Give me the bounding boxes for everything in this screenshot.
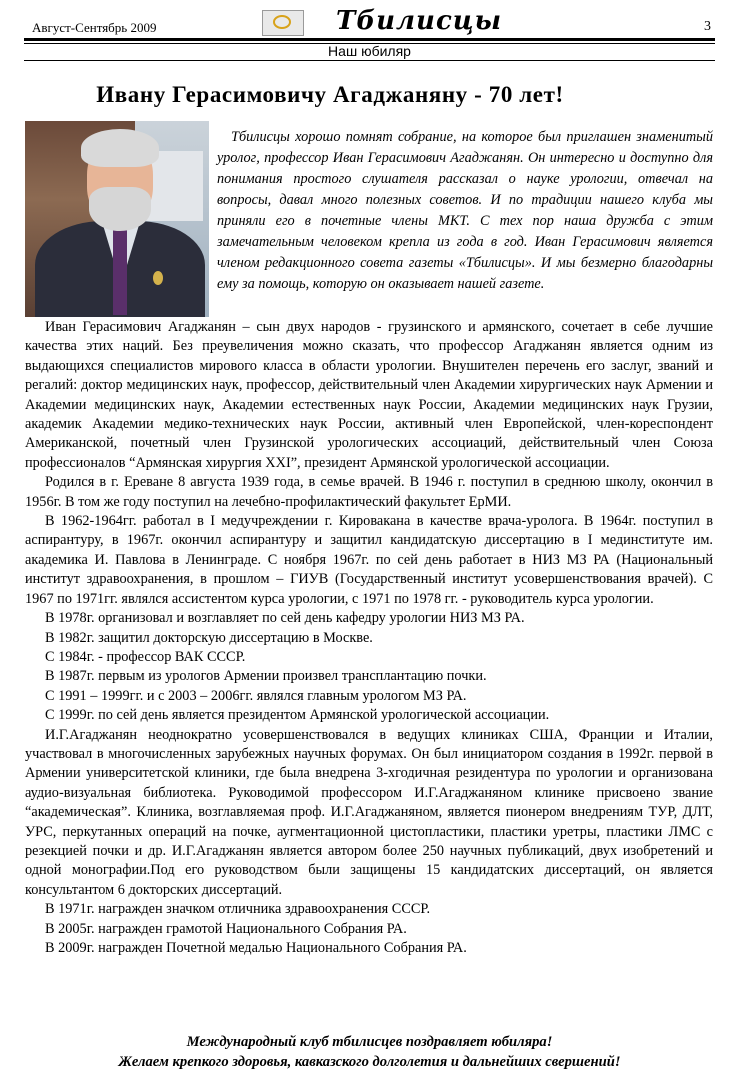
issue-date: Август-Сентябрь 2009 xyxy=(32,20,157,35)
page-header xyxy=(24,6,715,36)
newspaper-masthead: Тбилисцы xyxy=(336,6,503,36)
body-paragraph: В 2009г. награжден Почетной медалью Национального Собрания РА. xyxy=(45,940,467,956)
page-number: 3 xyxy=(704,19,711,34)
body-paragraph: В 1982г. защитил докторскую диссертацию в Москве. xyxy=(45,629,373,646)
article-title: Ивану Герасимовичу Агаджаняну - 70 лет! xyxy=(96,82,564,107)
body-paragraph: И.Г.Агаджанян неоднократно усовершенствовался в ведущих клиниках США, Франции и Италии, участвовал в многочисленных зарубежных научных форумах. Он был инициатором создания в 1992г. первой в Армении университетской клиники, где была внедрена 3-хгодичная резидентура по урологии и организована аудио-визуальная библиотека. Руководимой профессором И.Г.Агаджаняном клинике присвоено звание “академическая”. Клиника, возглавляемая проф. И.Г.Агаджаняном, является пионером внедрениям ТУР, ДЛТ, УРС, перкутанных операций на почке, аугментационной цистопластики, пластики уретры, пластики ЛМС с резекцией почки и др. И.Г.Агаджанян является автором более 250 научных публикаций, двух изобретений и одной монографии.Под его руководством были защищены 15 кандидатских диссертаций, он является консультантом 6 докторских диссертаций. xyxy=(25,726,713,898)
body-paragraph: В 1962-1964гг. работал в I медучреждении г. Кировакана в качестве врача-уролога. В 1964г. поступил в аспирантуру, в 1967г. окончил аспирантуру и защитил кандидатскую диссертацию в I мединституте им. академика И. Павлова в Ленинграде. С ноября 1967г. по сей день работает в НИЗ МЗ РА (Национальный институт здравоохранения, в прошлом – ГИУВ (Государственный институт усовершенствования врачей). С 1967 по 1971гг. являлся ассистентом курса урологии, с 1971 по 1978 гг. - руководитель курса урологии. xyxy=(25,513,713,607)
header-rule-thick xyxy=(24,38,715,41)
club-logo-icon xyxy=(262,10,304,36)
article-body xyxy=(25,318,713,958)
body-paragraph: В 2005г. награжден грамотой Национального Собрания РА. xyxy=(45,920,407,937)
body-paragraph: В 1978г. организовал и возглавляет по сей день кафедру урологии НИЗ МЗ РА. xyxy=(45,610,525,627)
section-rule xyxy=(24,60,715,61)
section-title: Наш юбиляр xyxy=(328,43,411,59)
body-paragraph: Иван Герасимович Агаджанян – сын двух народов - грузинского и армянского, сочетает в себе лучшие качества этих наций. Без преувеличения можно сказать, что профессор Агаджанян является одним из выдающихся специалистов мирового класса в области урологии. Внушителен перечень его заслуг, званий и регалий: доктор медицинских наук, профессор, действительный член Академии хирургических наук Армении и Академии медицинских наук, Академии естественных наук России, Академии медицинских наук Грузии, академик Академии медико-технических наук России, активный член Европейской, член-кореспондент Американской, почетный член Грузинской урологических ассоциаций, действительный член Союза профессионалов “Армянская хирургия XXI”, президент Армянской урологической ассоциации. xyxy=(25,319,713,471)
body-paragraph: Родился в г. Ереване 8 августа 1939 года, в семье врачей. В 1946 г. поступил в среднюю школу, окончил в 1956г. В том же году поступил на лечебно-профилактический факультет ЕрМИ. xyxy=(25,474,713,510)
body-paragraph: В 1971г. награжден значком отличника здравоохранения СССР. xyxy=(45,901,431,918)
closing-greeting xyxy=(0,1032,739,1072)
article-intro: Тбилисцы хорошо помнят собрание, на которое был приглашен знаменитый уролог, профессор Иван Герасимович Агаджанян. Он интересно и доступно для понимания простого слушателя рассказал о науке урологии, отвечал на вопросы, давал много полезных советов. И по традиции нашего клуба мы приняли его в почетные члены МКТ. С тех пор наша дружба с этим замечательным человеком крепла из года в год. Иван Герасимович является членом редакционного совета газеты «Тбилисцы». И мы безмерно благодарны ему за помощь, которую он оказывает нашей газете. xyxy=(217,129,713,292)
body-paragraph: В 1987г. первым из урологов Армении произвел трансплантацию почки. xyxy=(45,668,487,685)
body-paragraph: С 1999г. по сей день является президентом Армянской урологической ассоциации. xyxy=(45,707,550,724)
closing-line: Международный клуб тбилисцев поздравляет юбиляра! xyxy=(186,1034,553,1050)
body-paragraph: С 1991 – 1999гг. и с 2003 – 2006гг. являлся главным урологом МЗ РА. xyxy=(45,687,467,704)
body-paragraph: С 1984г. - профессор ВАК СССР. xyxy=(45,648,246,665)
closing-line: Желаем крепкого здоровья, кавказского долголетия и дальнейших свершений! xyxy=(118,1054,621,1070)
portrait-photo xyxy=(25,121,209,317)
